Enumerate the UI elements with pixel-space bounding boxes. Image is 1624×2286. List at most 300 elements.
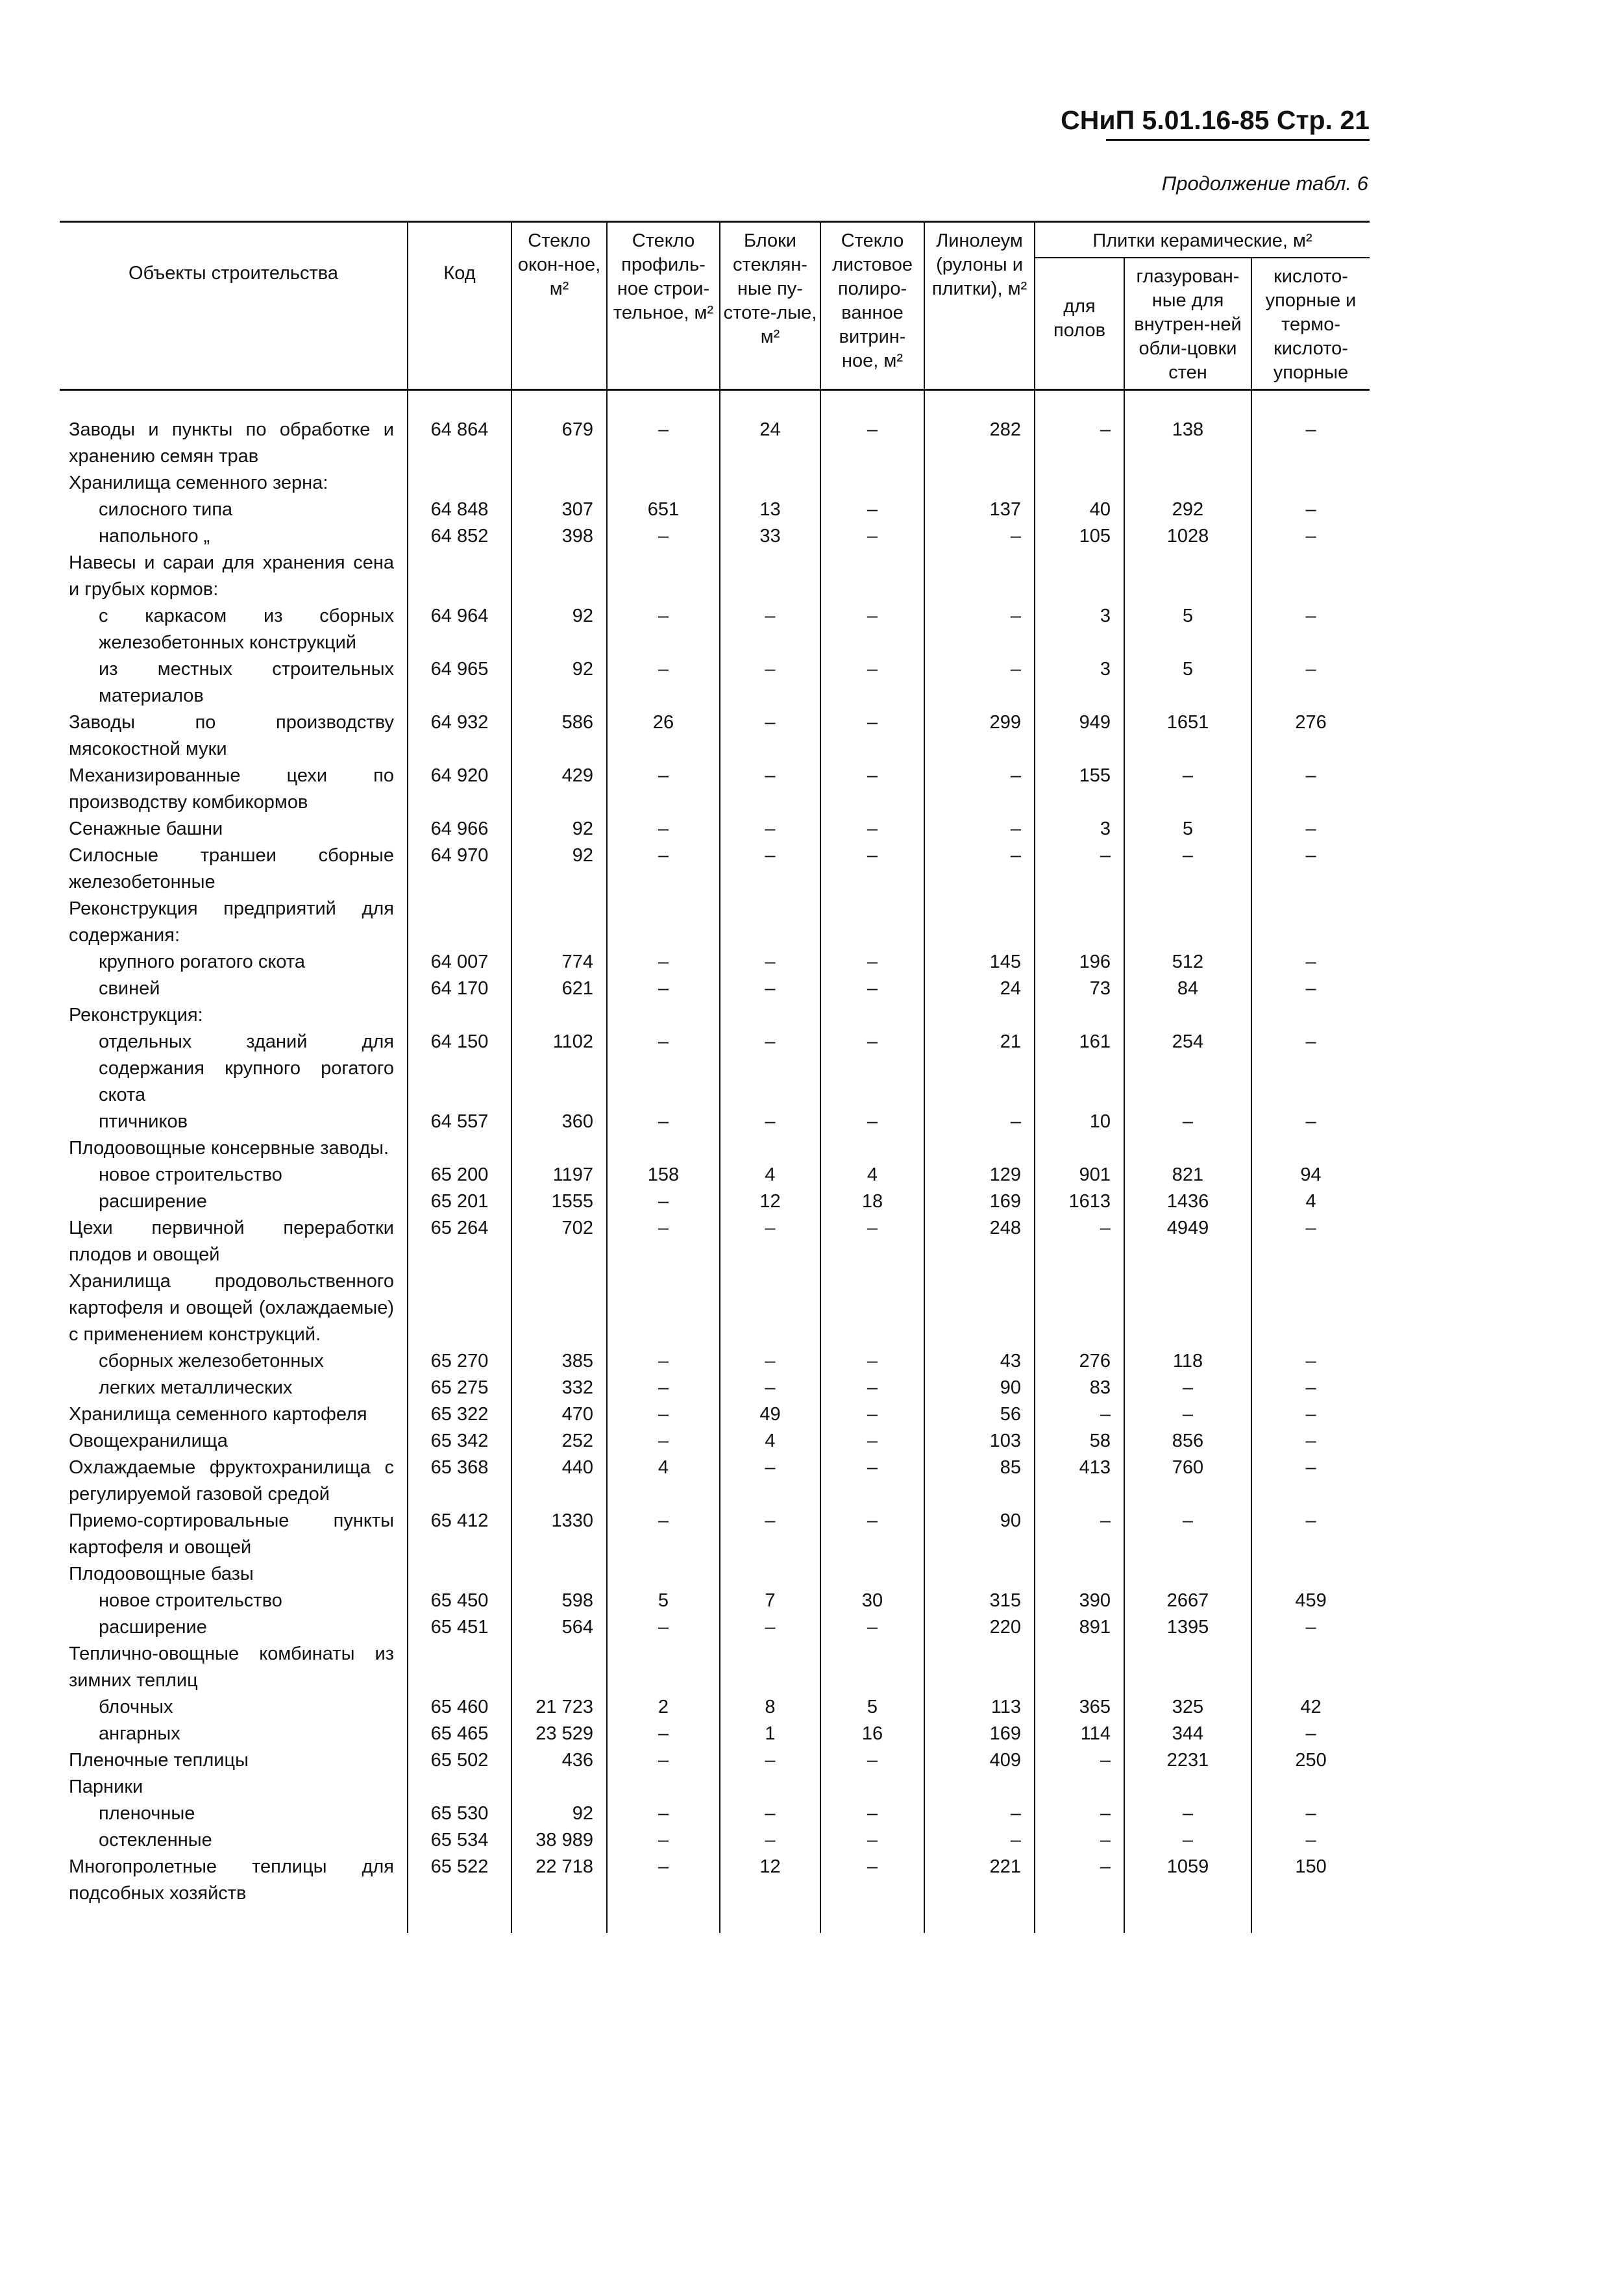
value-cell: –: [720, 763, 820, 816]
value-cell: 4: [607, 1455, 720, 1508]
code-cell: [408, 896, 511, 949]
code-cell: 64 964: [408, 603, 511, 656]
value-cell: –: [924, 816, 1035, 842]
value-cell: 856: [1124, 1428, 1251, 1455]
header-underline: [1106, 139, 1370, 141]
value-cell: 4: [720, 1428, 820, 1455]
value-cell: –: [720, 842, 820, 896]
value-cell: 702: [511, 1215, 607, 1268]
table-row: [60, 1827, 1370, 1854]
table-row: [60, 603, 1370, 656]
value-cell: –: [820, 1854, 924, 1907]
object-name-cell: Плодоовощные базы: [69, 1564, 254, 1584]
code-cell: 65 201: [408, 1188, 511, 1215]
value-cell: –: [1251, 1721, 1370, 1747]
code-cell: 64 965: [408, 656, 511, 709]
value-cell: 254: [1124, 1029, 1251, 1109]
value-cell: 774: [511, 949, 607, 976]
value-cell: –: [1251, 1455, 1370, 1508]
object-name-cell: новое строительство: [99, 1164, 282, 1185]
value-cell: 586: [511, 709, 607, 763]
value-cell: –: [820, 523, 924, 550]
value-cell: [924, 550, 1035, 603]
value-cell: –: [1124, 1508, 1251, 1561]
object-name-cell: пленочные: [99, 1803, 195, 1824]
value-cell: [924, 1135, 1035, 1162]
value-cell: –: [607, 603, 720, 656]
code-cell: 64 557: [408, 1109, 511, 1135]
table-continuation-label: Продолжение табл. 6: [1161, 172, 1368, 195]
value-cell: [820, 1774, 924, 1801]
table-row: [60, 1428, 1370, 1455]
value-cell: [1251, 1268, 1370, 1348]
table-row: [60, 1801, 1370, 1827]
value-cell: 113: [924, 1694, 1035, 1721]
value-cell: –: [607, 1854, 720, 1907]
code-cell: 65 451: [408, 1614, 511, 1641]
table-row: [60, 1375, 1370, 1401]
value-cell: [607, 1561, 720, 1588]
table-row: [60, 1747, 1370, 1774]
value-cell: –: [820, 1614, 924, 1641]
value-cell: –: [820, 656, 924, 709]
code-cell: [408, 1561, 511, 1588]
table-row: [60, 497, 1370, 523]
value-cell: 90: [924, 1375, 1035, 1401]
value-cell: [924, 896, 1035, 949]
value-cell: 22 718: [511, 1854, 607, 1907]
value-cell: 5: [1124, 603, 1251, 656]
code-cell: 65 322: [408, 1401, 511, 1428]
table-row: [60, 1561, 1370, 1588]
value-cell: –: [1035, 417, 1124, 470]
value-cell: 138: [1124, 417, 1251, 470]
value-cell: [607, 896, 720, 949]
value-cell: 30: [820, 1588, 924, 1614]
value-cell: [1124, 1641, 1251, 1694]
object-name-cell: свиней: [99, 978, 160, 999]
value-cell: [820, 550, 924, 603]
value-cell: 1651: [1124, 709, 1251, 763]
value-cell: –: [720, 603, 820, 656]
value-cell: 512: [1124, 949, 1251, 976]
value-cell: [1124, 1561, 1251, 1588]
value-cell: –: [820, 1109, 924, 1135]
value-cell: –: [1035, 1401, 1124, 1428]
value-cell: 409: [924, 1747, 1035, 1774]
value-cell: 3: [1035, 603, 1124, 656]
value-cell: 18: [820, 1188, 924, 1215]
value-cell: –: [924, 523, 1035, 550]
table-row: [60, 709, 1370, 763]
code-cell: [408, 1641, 511, 1694]
value-cell: –: [720, 1827, 820, 1854]
code-cell: 65 522: [408, 1854, 511, 1907]
value-cell: [820, 1268, 924, 1348]
value-cell: –: [1251, 949, 1370, 976]
col-header-floor-tiles: для полов: [1035, 258, 1124, 390]
value-cell: –: [820, 949, 924, 976]
value-cell: –: [607, 1428, 720, 1455]
table-row: [60, 1641, 1370, 1694]
value-cell: 16: [820, 1721, 924, 1747]
value-cell: 21: [924, 1029, 1035, 1109]
value-cell: 1395: [1124, 1614, 1251, 1641]
value-cell: 1436: [1124, 1188, 1251, 1215]
value-cell: 169: [924, 1188, 1035, 1215]
value-cell: –: [720, 1375, 820, 1401]
value-cell: –: [820, 1801, 924, 1827]
value-cell: [820, 470, 924, 497]
value-cell: 12: [720, 1854, 820, 1907]
value-cell: 196: [1035, 949, 1124, 976]
value-cell: 92: [511, 603, 607, 656]
value-cell: –: [607, 1215, 720, 1268]
value-cell: 598: [511, 1588, 607, 1614]
value-cell: 621: [511, 976, 607, 1002]
value-cell: [820, 1561, 924, 1588]
value-cell: [1251, 1641, 1370, 1694]
value-cell: 4: [820, 1162, 924, 1188]
value-cell: 891: [1035, 1614, 1124, 1641]
object-name-cell: Заводы и пункты по обработке и хранению семян трав: [69, 419, 394, 467]
object-name-cell: крупного рогатого скота: [99, 952, 305, 972]
value-cell: –: [820, 763, 924, 816]
value-cell: 43: [924, 1348, 1035, 1375]
value-cell: [1124, 1002, 1251, 1029]
code-cell: 64 170: [408, 976, 511, 1002]
value-cell: –: [607, 1401, 720, 1428]
object-name-cell: силосного типа: [99, 499, 233, 520]
code-cell: [408, 470, 511, 497]
col-header-linoleum: Линолеум (рулоны и плитки), м²: [924, 222, 1035, 390]
value-cell: –: [820, 709, 924, 763]
value-cell: –: [720, 1508, 820, 1561]
table-row: [60, 976, 1370, 1002]
value-cell: –: [607, 1375, 720, 1401]
table-row: [60, 1508, 1370, 1561]
value-cell: –: [607, 1348, 720, 1375]
value-cell: 440: [511, 1455, 607, 1508]
object-name-cell: Механизированные цехи по производству комбикормов: [69, 765, 394, 813]
value-cell: [820, 1641, 924, 1694]
value-cell: 92: [511, 656, 607, 709]
code-cell: 65 342: [408, 1428, 511, 1455]
table-row: [60, 1135, 1370, 1162]
value-cell: 103: [924, 1428, 1035, 1455]
value-cell: [924, 1268, 1035, 1348]
value-cell: [924, 470, 1035, 497]
code-cell: 65 530: [408, 1801, 511, 1827]
value-cell: –: [1124, 1375, 1251, 1401]
value-cell: [820, 1002, 924, 1029]
table-row: [60, 1109, 1370, 1135]
value-cell: –: [820, 976, 924, 1002]
value-cell: [607, 470, 720, 497]
value-cell: [720, 1641, 820, 1694]
value-cell: [511, 470, 607, 497]
object-name-cell: отдельных зданий для содержания крупного рогатого скота: [99, 1031, 394, 1105]
value-cell: 8: [720, 1694, 820, 1721]
value-cell: –: [1251, 763, 1370, 816]
value-cell: 307: [511, 497, 607, 523]
table-row: [60, 1694, 1370, 1721]
table-row: [60, 949, 1370, 976]
code-cell: 64 852: [408, 523, 511, 550]
code-cell: 65 465: [408, 1721, 511, 1747]
value-cell: 292: [1124, 497, 1251, 523]
code-cell: 65 368: [408, 1455, 511, 1508]
value-cell: [924, 1641, 1035, 1694]
table-row: [60, 470, 1370, 497]
value-cell: 4: [1251, 1188, 1370, 1215]
value-cell: –: [1251, 1348, 1370, 1375]
value-cell: –: [1035, 1854, 1124, 1907]
code-cell: 65 450: [408, 1588, 511, 1614]
object-name-cell: новое строительство: [99, 1590, 282, 1611]
value-cell: –: [720, 1614, 820, 1641]
value-cell: –: [1251, 1614, 1370, 1641]
value-cell: –: [720, 1109, 820, 1135]
value-cell: –: [607, 417, 720, 470]
value-cell: –: [924, 1109, 1035, 1135]
object-name-cell: ангарных: [99, 1723, 180, 1744]
value-cell: 5: [607, 1588, 720, 1614]
value-cell: 299: [924, 709, 1035, 763]
value-cell: –: [720, 1747, 820, 1774]
value-cell: –: [607, 1747, 720, 1774]
object-name-cell: Заводы по производству мясокостной муки: [69, 712, 394, 759]
value-cell: –: [1124, 1109, 1251, 1135]
value-cell: 221: [924, 1854, 1035, 1907]
value-cell: [720, 896, 820, 949]
value-cell: [720, 1561, 820, 1588]
value-cell: 1330: [511, 1508, 607, 1561]
value-cell: [1035, 1268, 1124, 1348]
materials-table: [60, 221, 1370, 1933]
object-name-cell: Плодоовощные консервные заводы.: [69, 1138, 389, 1159]
value-cell: –: [1251, 842, 1370, 896]
page-header-title: СНиП 5.01.16-85 Стр. 21: [1061, 105, 1370, 135]
value-cell: –: [607, 523, 720, 550]
value-cell: –: [1251, 1375, 1370, 1401]
table-row: [60, 1401, 1370, 1428]
object-name-cell: Реконструкция предприятий для содержания:: [69, 898, 394, 946]
object-name-cell: блочных: [99, 1697, 173, 1717]
code-cell: 64 150: [408, 1029, 511, 1109]
value-cell: 1028: [1124, 523, 1251, 550]
code-cell: 65 534: [408, 1827, 511, 1854]
table-row: [60, 656, 1370, 709]
value-cell: [511, 1561, 607, 1588]
object-name-cell: Многопролетные теплицы для подсобных хозяйств: [69, 1856, 394, 1904]
value-cell: –: [1251, 1401, 1370, 1428]
value-cell: 58: [1035, 1428, 1124, 1455]
value-cell: [820, 1135, 924, 1162]
value-cell: 150: [1251, 1854, 1370, 1907]
col-header-window-glass: Стекло окон-ное, м²: [511, 222, 607, 390]
value-cell: –: [1124, 763, 1251, 816]
value-cell: –: [820, 417, 924, 470]
value-cell: 94: [1251, 1162, 1370, 1188]
value-cell: –: [607, 1508, 720, 1561]
value-cell: [511, 1268, 607, 1348]
object-name-cell: Хранилища семенного картофеля: [69, 1404, 367, 1425]
value-cell: –: [820, 497, 924, 523]
value-cell: –: [607, 1188, 720, 1215]
value-cell: [1035, 1002, 1124, 1029]
value-cell: –: [720, 1215, 820, 1268]
table-row: [60, 1588, 1370, 1614]
value-cell: 161: [1035, 1029, 1124, 1109]
value-cell: [607, 1641, 720, 1694]
value-cell: [511, 1135, 607, 1162]
value-cell: 821: [1124, 1162, 1251, 1188]
table-row: [60, 763, 1370, 816]
value-cell: –: [924, 1827, 1035, 1854]
value-cell: 1197: [511, 1162, 607, 1188]
object-name-cell: Реконструкция:: [69, 1005, 203, 1026]
value-cell: [1124, 1135, 1251, 1162]
value-cell: –: [720, 1348, 820, 1375]
value-cell: –: [607, 763, 720, 816]
value-cell: 13: [720, 497, 820, 523]
value-cell: 92: [511, 842, 607, 896]
value-cell: 2231: [1124, 1747, 1251, 1774]
value-cell: 12: [720, 1188, 820, 1215]
value-cell: [607, 1268, 720, 1348]
value-cell: –: [607, 949, 720, 976]
value-cell: 949: [1035, 709, 1124, 763]
value-cell: 315: [924, 1588, 1035, 1614]
object-name-cell: птичников: [99, 1111, 188, 1132]
table-row: [60, 1029, 1370, 1109]
value-cell: –: [720, 949, 820, 976]
value-cell: [1251, 1002, 1370, 1029]
value-cell: 390: [1035, 1588, 1124, 1614]
value-cell: [924, 1774, 1035, 1801]
value-cell: 5: [820, 1694, 924, 1721]
value-cell: 23 529: [511, 1721, 607, 1747]
value-cell: 276: [1035, 1348, 1124, 1375]
value-cell: –: [1035, 1827, 1124, 1854]
value-cell: 114: [1035, 1721, 1124, 1747]
value-cell: 38 989: [511, 1827, 607, 1854]
value-cell: –: [1251, 417, 1370, 470]
value-cell: 118: [1124, 1348, 1251, 1375]
value-cell: 7: [720, 1588, 820, 1614]
value-cell: [1124, 896, 1251, 949]
table-row: [60, 417, 1370, 470]
value-cell: –: [1251, 1827, 1370, 1854]
value-cell: [1251, 896, 1370, 949]
code-cell: 65 264: [408, 1215, 511, 1268]
value-cell: –: [1251, 656, 1370, 709]
object-name-cell: Теплично-овощные комбинаты из зимних теплиц: [69, 1643, 394, 1691]
value-cell: 155: [1035, 763, 1124, 816]
code-cell: [408, 550, 511, 603]
value-cell: –: [924, 842, 1035, 896]
value-cell: –: [720, 1029, 820, 1109]
col-header-acid-tiles: кислото-упорные и термо-кислото-упорные: [1251, 258, 1370, 390]
code-cell: 65 200: [408, 1162, 511, 1188]
value-cell: –: [820, 1428, 924, 1455]
value-cell: 56: [924, 1401, 1035, 1428]
value-cell: 344: [1124, 1721, 1251, 1747]
value-cell: [1035, 1774, 1124, 1801]
value-cell: –: [1251, 1508, 1370, 1561]
value-cell: 40: [1035, 497, 1124, 523]
value-cell: –: [820, 842, 924, 896]
value-cell: –: [1035, 1215, 1124, 1268]
value-cell: –: [820, 1401, 924, 1428]
col-header-objects: Объекты строительства: [60, 222, 408, 390]
value-cell: 398: [511, 523, 607, 550]
value-cell: 332: [511, 1375, 607, 1401]
value-cell: –: [1251, 1801, 1370, 1827]
value-cell: 33: [720, 523, 820, 550]
value-cell: –: [1251, 497, 1370, 523]
value-cell: –: [820, 1508, 924, 1561]
object-name-cell: Овощехранилища: [69, 1431, 228, 1451]
value-cell: [1035, 470, 1124, 497]
code-cell: 65 502: [408, 1747, 511, 1774]
value-cell: [607, 550, 720, 603]
value-cell: 3: [1035, 656, 1124, 709]
value-cell: 84: [1124, 976, 1251, 1002]
value-cell: –: [720, 816, 820, 842]
value-cell: 73: [1035, 976, 1124, 1002]
value-cell: 220: [924, 1614, 1035, 1641]
value-cell: 49: [720, 1401, 820, 1428]
object-name-cell: Парники: [69, 1776, 143, 1797]
value-cell: [607, 1135, 720, 1162]
code-cell: [408, 1002, 511, 1029]
col-header-ceramic-group: Плитки керамические, м²: [1035, 222, 1370, 258]
code-cell: 64 864: [408, 417, 511, 470]
value-cell: –: [607, 1801, 720, 1827]
value-cell: [820, 896, 924, 949]
value-cell: –: [820, 1747, 924, 1774]
code-cell: 65 275: [408, 1375, 511, 1401]
value-cell: [1035, 550, 1124, 603]
value-cell: 145: [924, 949, 1035, 976]
value-cell: –: [1251, 816, 1370, 842]
value-cell: 105: [1035, 523, 1124, 550]
value-cell: [1035, 1641, 1124, 1694]
object-name-cell: Цехи первичной переработки плодов и овощей: [69, 1218, 394, 1265]
value-cell: –: [607, 1827, 720, 1854]
code-cell: [408, 1135, 511, 1162]
value-cell: –: [924, 763, 1035, 816]
col-header-glazed-tiles: глазурован-ные для внутрен-ней обли-цовки стен: [1124, 258, 1251, 390]
table-row: [60, 1188, 1370, 1215]
object-name-cell: легких металлических: [99, 1377, 293, 1398]
value-cell: –: [607, 816, 720, 842]
value-cell: –: [820, 1375, 924, 1401]
value-cell: 2667: [1124, 1588, 1251, 1614]
value-cell: –: [924, 603, 1035, 656]
value-cell: –: [1251, 1029, 1370, 1109]
value-cell: [1124, 470, 1251, 497]
value-cell: –: [820, 1827, 924, 1854]
value-cell: [1124, 550, 1251, 603]
value-cell: 83: [1035, 1375, 1124, 1401]
value-cell: –: [1251, 523, 1370, 550]
value-cell: –: [607, 656, 720, 709]
table-row: [60, 1215, 1370, 1268]
value-cell: [720, 1774, 820, 1801]
